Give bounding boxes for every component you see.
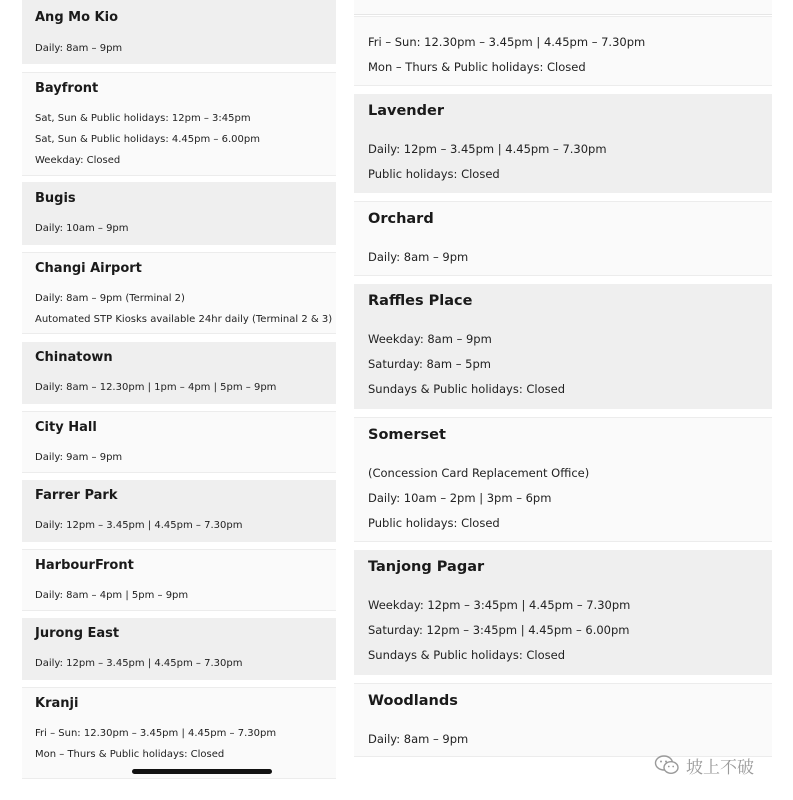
location-card-chinatown [22, 342, 336, 404]
home-indicator[interactable] [132, 769, 272, 774]
hours-line: Automated STP Kiosks available 24hr daily (Terminal 2 & 3) [35, 314, 333, 325]
location-name: Bayfront [35, 81, 99, 96]
location-card-ang-mo-kio [22, 0, 336, 64]
hours-line: Daily: 8am – 9pm (Terminal 2) [35, 293, 185, 304]
location-card-kranji [22, 687, 336, 779]
location-card-somerset [354, 417, 772, 542]
hours-line: (Concession Card Replacement Office) [368, 466, 590, 480]
location-name: Bugis [35, 191, 76, 206]
hours-line: Fri – Sun: 12.30pm – 3.45pm | 4.45pm – 7.30pm [368, 35, 646, 49]
location-name: Tanjong Pagar [368, 559, 485, 575]
location-card-city-hall [22, 411, 336, 473]
location-name: Farrer Park [35, 488, 118, 503]
hours-line: Daily: 8am – 9pm [368, 732, 469, 746]
location-card-lavender [354, 94, 772, 193]
hours-line: Daily: 8am – 9pm [368, 250, 469, 264]
location-name: Kranji [35, 696, 79, 711]
location-card-bayfront [22, 72, 336, 176]
location-name: Orchard [368, 211, 434, 227]
hours-line: Daily: 12pm – 3.45pm | 4.45pm – 7.30pm [35, 658, 243, 669]
hours-line: Fri – Sun: 12.30pm – 3.45pm | 4.45pm – 7.30pm [35, 728, 277, 739]
location-card-raffles-place [354, 284, 772, 409]
hours-line: Daily: 12pm – 3.45pm | 4.45pm – 7.30pm [368, 142, 607, 156]
hours-line: Public holidays: Closed [368, 167, 500, 181]
location-card-harbourfront [22, 549, 336, 611]
location-card-bugis [22, 182, 336, 245]
hours-line: Weekday: 8am – 9pm [368, 332, 492, 346]
hours-line: Sundays & Public holidays: Closed [368, 648, 566, 662]
hours-line: Daily: 8am – 4pm | 5pm – 9pm [35, 590, 189, 601]
hours-line: Daily: 10am – 2pm | 3pm – 6pm [368, 491, 552, 505]
hours-line: Daily: 12pm – 3.45pm | 4.45pm – 7.30pm [35, 520, 243, 531]
hours-line: Daily: 8am – 9pm [35, 43, 123, 54]
location-name: Raffles Place [368, 293, 473, 309]
location-name: Changi Airport [35, 261, 142, 276]
hours-line: Weekday: 12pm – 3:45pm | 4.45pm – 7.30pm [368, 598, 631, 612]
location-name: Somerset [368, 427, 446, 443]
hours-line: Mon – Thurs & Public holidays: Closed [35, 749, 225, 760]
location-card-continued [354, 16, 772, 86]
hours-line: Weekday: Closed [35, 155, 121, 166]
location-name: City Hall [35, 420, 97, 435]
hours-line: Sat, Sun & Public holidays: 12pm – 3:45pm [35, 113, 251, 124]
location-card-changi-airport [22, 252, 336, 334]
location-name: Ang Mo Kio [35, 10, 119, 25]
hours-line: Daily: 10am – 9pm [35, 223, 129, 234]
location-name: HarbourFront [35, 558, 134, 573]
location-card-orchard [354, 201, 772, 276]
location-name: Chinatown [35, 350, 113, 365]
hours-line: Public holidays: Closed [368, 516, 500, 530]
watermark-text: 坡上不破 [686, 757, 754, 778]
hours-line: Daily: 9am – 9pm [35, 452, 123, 463]
location-card-farrer-park [22, 480, 336, 542]
hours-line: Mon – Thurs & Public holidays: Closed [368, 60, 586, 74]
location-card-woodlands [354, 683, 772, 757]
wechat-icon [654, 754, 680, 776]
hours-line: Sat, Sun & Public holidays: 4.45pm – 6.00pm [35, 134, 260, 145]
location-name: Jurong East [35, 626, 120, 641]
hours-line: Saturday: 12pm – 3:45pm | 4.45pm – 6.00pm [368, 623, 630, 637]
location-card-jurong-east [22, 618, 336, 680]
watermark [654, 752, 772, 778]
hours-line: Saturday: 8am – 5pm [368, 357, 491, 371]
hours-line: Daily: 8am – 12.30pm | 1pm – 4pm | 5pm – 9pm [35, 382, 277, 393]
top-strip [354, 0, 772, 15]
location-name: Woodlands [368, 693, 458, 709]
location-name: Lavender [368, 103, 444, 119]
location-card-tanjong-pagar [354, 550, 772, 675]
hours-line: Sundays & Public holidays: Closed [368, 382, 566, 396]
